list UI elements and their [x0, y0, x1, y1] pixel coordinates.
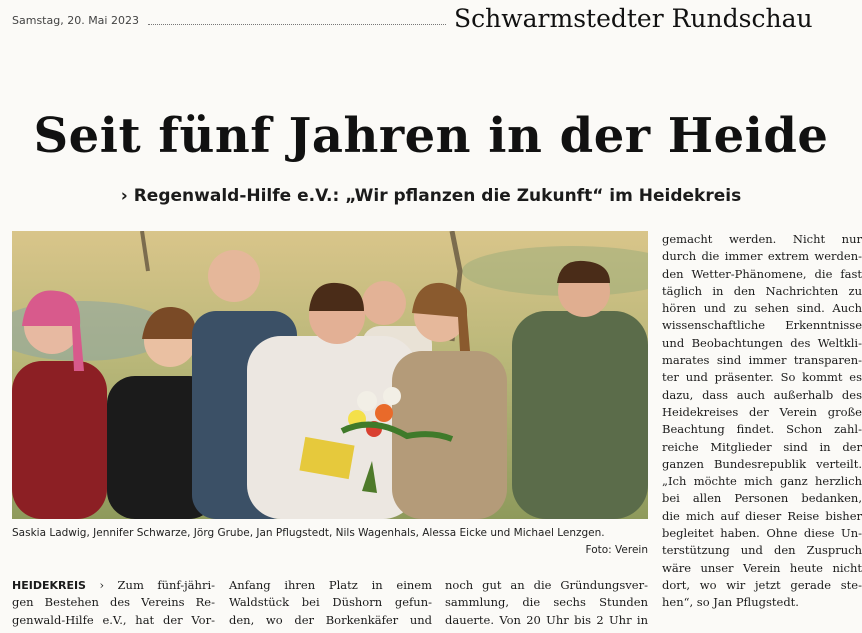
text-line: dauerte. Von 20 Uhr bis 2 Uhr in	[445, 612, 648, 627]
text-line: hen“, so Jan Pflugstedt.	[662, 595, 799, 610]
text-line: ter und präsenter. So kommt es	[662, 370, 862, 385]
article-subheadline: › Regenwald-Hilfe e.V.: „Wir pflanzen die Zukunft“ im Heidekreis	[120, 186, 742, 206]
text-line: genwald-Hilfe e.V., hat der Vor-	[12, 612, 215, 627]
text-column-3	[445, 577, 648, 629]
text-line: und Beobachtungen des Weltkli-	[662, 335, 862, 350]
text-line: hören und zu sehen sind. Auch	[662, 301, 862, 316]
text-line: gemacht werden. Nicht nur	[662, 232, 862, 246]
photo-caption-block	[12, 525, 648, 559]
text-line: dazu, dass auch außerhalb des	[662, 387, 862, 402]
text-line: gen Bestehen des Vereins Re-	[12, 595, 215, 610]
text-line: täglich in den Nachrichten zu	[662, 283, 862, 298]
group-photo	[12, 231, 648, 519]
issue-date: Samstag, 20. Mai 2023	[12, 14, 139, 27]
text-line: Waldstück bei Düshorn gefun-	[229, 595, 432, 610]
text-line: Anfang ihren Platz in einem	[229, 578, 432, 592]
text-line: reiche Mitglieder sind in der	[662, 439, 862, 454]
text-line: dort, wo wir jetzt gerade ste-	[662, 577, 862, 592]
text-column-1	[12, 577, 215, 629]
text-line: die mich auf dieser Reise bisher	[662, 508, 862, 523]
text-line: den, wo der Borkenkäfer und	[229, 612, 432, 627]
text-line: den Wetter-Phänomene, die fast	[662, 266, 862, 281]
text-line: bei allen Personen bedanken,	[662, 491, 862, 506]
photo-caption: Saskia Ladwig, Jennifer Schwarze, Jörg Grube, Jan Pflugstedt, Nils Wagenhals, Alessa Eicke und Michael Lenzgen.	[12, 527, 605, 539]
text-line: Heidekreises der Verein große	[662, 404, 862, 419]
text-line: begleitet haben. Ohne diese Un-	[662, 526, 862, 541]
article-headline: Seit fünf Jahren in der Heide	[33, 108, 829, 164]
text-column-2	[229, 577, 432, 629]
article-kicker: HEIDEKREIS	[12, 579, 86, 592]
text-line: noch gut an die Gründungsver-	[445, 578, 648, 592]
text-line: HEIDEKREIS › Zum fünf-jähri-	[12, 578, 216, 592]
text-line: durch die immer extrem werden-	[662, 249, 862, 264]
text-line: „Ich möchte mich ganz herzlich	[662, 474, 862, 489]
text-line: wissenschaftliche Erkenntnisse	[662, 318, 862, 333]
text-line: sammlung, die sechs Stunden	[445, 595, 648, 610]
text-column-4	[662, 231, 862, 612]
text-line: ganzen Bundesrepublik verteilt.	[662, 456, 862, 471]
text-line: Beachtung findet. Schon zahl-	[662, 422, 862, 437]
header-dotted-rule	[148, 24, 446, 25]
text-line: terstützung und den Zuspruch	[662, 543, 862, 558]
text-line: wäre unser Verein heute nicht	[662, 560, 862, 575]
photo-credit: Foto: Verein	[585, 544, 648, 556]
text-line: marates sind immer transparen-	[662, 353, 862, 368]
newspaper-name: Schwarmstedter Rundschau	[454, 4, 813, 33]
